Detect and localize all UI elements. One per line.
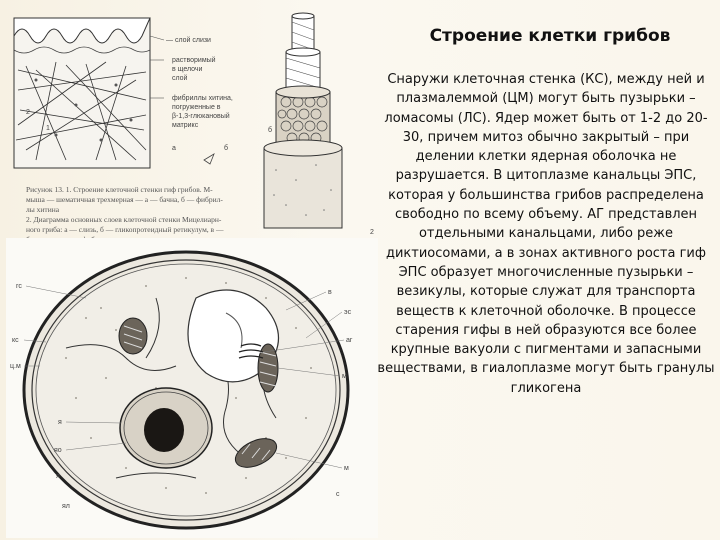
label-ag: аг: [346, 337, 353, 344]
label-slime-layer: — слой слизи: [166, 37, 211, 44]
label-ya: я: [58, 419, 62, 426]
label-m-2: м: [344, 465, 349, 472]
label-cm: ц.м: [10, 363, 21, 370]
label-chitin-4: матрикс: [172, 122, 199, 129]
caption-line-3: лы хитина: [26, 205, 60, 214]
label-soluble-layer-2: в щелочи: [172, 66, 203, 73]
wall-layer-labels: [150, 36, 233, 164]
caption-line-2: мыша — шематичная трехмерная — а — бачна, б — фибрил-: [26, 195, 223, 204]
label-soluble-layer-3: слой: [172, 75, 188, 82]
nucleus: [120, 388, 212, 468]
label-chitin-2: погруженные в: [172, 104, 221, 111]
label-ya-2: я: [56, 473, 60, 480]
label-2-right: 2: [370, 229, 374, 236]
label-soluble-layer-1: растворимый: [172, 57, 216, 64]
figure-caption: [26, 185, 224, 242]
label-gs: гс: [16, 283, 22, 290]
caption-line-5: ного гриба: а — слизь, б — гликопротеидный ретикулум, в —: [26, 225, 224, 234]
label-ks: кс: [12, 337, 19, 344]
cell-wall: [24, 252, 348, 528]
fungal-cell-figure: [6, 238, 378, 538]
label-v: в: [328, 289, 332, 296]
mark-1: 1: [46, 125, 50, 132]
hypha-cylinder-diagram: [264, 13, 374, 236]
label-chitin-3: β-1,3-глюкановый: [172, 113, 230, 120]
label-es: эс: [344, 309, 352, 316]
label-yao: яо: [54, 447, 62, 454]
cell-wall-figure: [6, 10, 378, 242]
slide-title: Строение клетки грибов: [429, 26, 671, 46]
label-yal: ял: [62, 503, 70, 510]
slide-body-text: Снаружи клеточная стенка (КС), между ней и плазмалеммой (ЦМ) могут быть пузырьки – ломасомы (ЛС). Ядер может быть от 1-2 до 20-30, причем митоз обычно закрытый – при делении клетки ядерная оболочка не разрушается. В цитоплазме канальцы ЭПС, которая у большинства грибов распределена свободно по всему объему. АГ представлен отдельными канальцами, либо реже диктиосомами, а в зонах активного роста гиф ЭПС образует многочисленные пузырьки – везикулы, которые служат для транспорта веществ к клеточной оболочке. В процессе старения гифы в ней образуются все более крупные вакуоли с пигментами и запасными веществами, в гиалоплазме могут быть гранулы гликогена: [377, 72, 715, 396]
label-side-a: а: [172, 145, 176, 152]
caption-line-4: 2. Диаграмма основных слоев клеточной стенки Мицелиарн-: [26, 215, 222, 224]
label-chitin-1: фибриллы хитина,: [172, 95, 233, 102]
label-s: с: [336, 491, 340, 498]
label-b-right: б: [268, 127, 273, 134]
caption-line-1: Рисунок 13. 1. Строение клеточной стенки гиф грибов. М-: [26, 185, 213, 194]
label-m: м: [342, 373, 347, 380]
mitochondrion: [119, 318, 147, 354]
wall-layers-diagram: [14, 18, 150, 168]
label-side-b: б: [224, 145, 229, 152]
mark-2: 2: [26, 109, 30, 116]
